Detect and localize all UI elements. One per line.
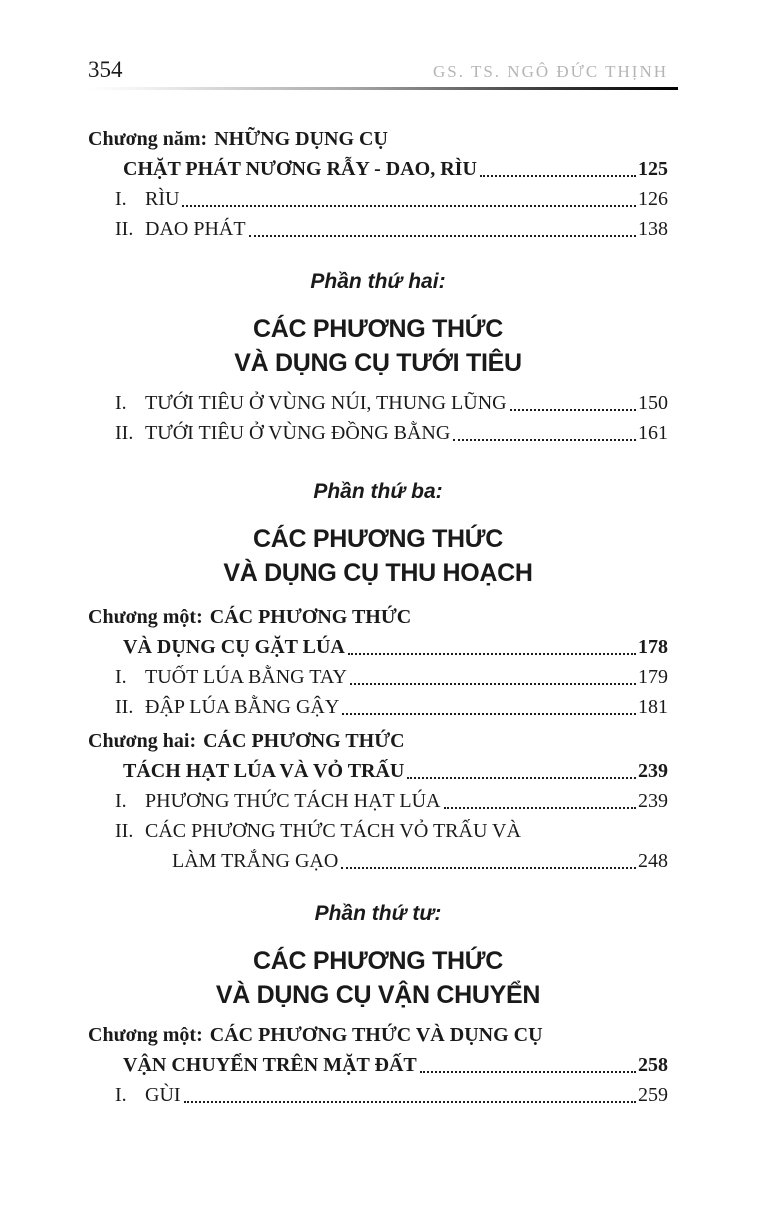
toc-entry [115, 418, 668, 448]
part-label: Phần thứ ba: [313, 480, 443, 503]
entry-page: 259 [638, 1084, 668, 1106]
entry-numeral: II. [115, 422, 134, 444]
chapter-page: 239 [638, 760, 668, 782]
dot-leader [407, 777, 636, 779]
dot-leader [444, 807, 637, 809]
entry-page: 126 [638, 188, 668, 210]
entry-title: ĐẬP LÚA BẰNG GẬY [145, 696, 340, 718]
part-title-line1: CÁC PHƯƠNG THỨC [253, 947, 503, 975]
part-title [88, 522, 668, 590]
toc-chapter-one-p4 [88, 1020, 668, 1110]
part-title [88, 944, 668, 1012]
entry-numeral: I. [115, 188, 127, 210]
chapter-heading [88, 602, 668, 632]
chapter-title-line2 [123, 756, 668, 786]
entry-numeral: II. [115, 820, 134, 842]
header-rule [88, 87, 678, 90]
dot-leader [480, 175, 636, 177]
entry-page: 248 [638, 850, 668, 872]
toc-chapter-two-p3 [88, 726, 668, 876]
toc-entry-continuation [115, 846, 668, 876]
dot-leader [348, 653, 636, 655]
toc-chapter-one-p3 [88, 602, 668, 722]
part-title [88, 312, 668, 380]
toc-chapter-five [88, 124, 668, 244]
chapter-title: CÁC PHƯƠNG THỨC VÀ DỤNG CỤ [209, 1024, 543, 1046]
chapter-page: 258 [638, 1054, 668, 1076]
toc-entry [115, 816, 668, 846]
entry-page: 179 [638, 666, 668, 688]
dot-leader [341, 867, 636, 869]
chapter-title2: CHẶT PHÁT NƯƠNG RẪY - DAO, RÌU [123, 158, 477, 180]
chapter-title2: TÁCH HẠT LÚA VÀ VỎ TRẤU [123, 760, 405, 782]
chapter-title2: VẬN CHUYỂN TRÊN MẶT ĐẤT [123, 1054, 417, 1076]
entry-title: DAO PHÁT [145, 218, 246, 240]
running-head-author: GS. TS. NGÔ ĐỨC THỊNH [433, 62, 668, 81]
chapter-heading [88, 726, 668, 756]
toc-entry [115, 1080, 668, 1110]
part-title-line2: VÀ DỤNG CỤ VẬN CHUYỂN [215, 981, 541, 1009]
dot-leader [453, 439, 636, 441]
toc-entry [115, 662, 668, 692]
entry-title: TƯỚI TIÊU Ở VÙNG ĐỒNG BẰNG [145, 422, 451, 444]
toc-part-two [88, 268, 668, 448]
toc-part-four [88, 900, 668, 1110]
dot-leader [350, 683, 636, 685]
entry-title: TUỐT LÚA BẰNG TAY [145, 666, 347, 688]
toc-part-three [88, 478, 668, 876]
toc-entry [115, 214, 668, 244]
entry-title: PHƯƠNG THỨC TÁCH HẠT LÚA [145, 790, 441, 812]
entry-title: TƯỚI TIÊU Ở VÙNG NÚI, THUNG LŨNG [145, 392, 507, 414]
table-of-contents [88, 124, 668, 1110]
toc-entry [115, 388, 668, 418]
dot-leader [184, 1101, 636, 1103]
entry-title: RÌU [145, 188, 180, 210]
part-title-line2: VÀ DỤNG CỤ THU HOẠCH [223, 559, 533, 587]
chapter-heading [88, 1020, 668, 1050]
dot-leader [420, 1071, 636, 1073]
part-title-line1: CÁC PHƯƠNG THỨC [253, 525, 503, 553]
entry-numeral: I. [115, 392, 127, 414]
part-title-line2: VÀ DỤNG CỤ TƯỚI TIÊU [234, 349, 522, 377]
entry-numeral: I. [115, 666, 127, 688]
chapter-title-line2 [123, 1050, 668, 1080]
entry-page: 161 [638, 422, 668, 444]
chapter-page: 125 [638, 158, 668, 180]
entry-title-line2: LÀM TRẮNG GẠO [172, 850, 339, 872]
part-label: Phần thứ hai: [310, 270, 446, 293]
chapter-title: CÁC PHƯƠNG THỨC [203, 730, 405, 752]
part-label: Phần thứ tư: [314, 902, 442, 925]
chapter-title-line2 [123, 632, 668, 662]
chapter-page: 178 [638, 636, 668, 658]
chapter-title: CÁC PHƯƠNG THỨC [209, 606, 412, 628]
page-number: 354 [88, 57, 123, 82]
chapter-label: Chương một: [88, 606, 203, 628]
toc-entry [115, 786, 668, 816]
entry-numeral: I. [115, 1084, 127, 1106]
chapter-title-line2 [123, 154, 668, 184]
chapter-title2: VÀ DỤNG CỤ GẶT LÚA [123, 636, 345, 658]
dot-leader [510, 409, 636, 411]
entry-page: 138 [638, 218, 668, 240]
chapter-label: Chương hai: [88, 730, 197, 752]
toc-entry [115, 184, 668, 214]
toc-entry [115, 692, 668, 722]
entry-title: GÙI [145, 1084, 181, 1106]
entry-numeral: II. [115, 696, 134, 718]
entry-page: 239 [638, 790, 668, 812]
chapter-heading [88, 124, 668, 154]
chapter-label: Chương một: [88, 1024, 203, 1046]
dot-leader [182, 205, 636, 207]
entry-page: 181 [638, 696, 668, 718]
entry-numeral: II. [115, 218, 134, 240]
page-header [88, 58, 668, 82]
entry-numeral: I. [115, 790, 127, 812]
chapter-title: NHỮNG DỤNG CỤ [214, 128, 388, 150]
dot-leader [249, 235, 636, 237]
dot-leader [342, 713, 636, 715]
chapter-label: Chương năm: [88, 128, 208, 150]
entry-page: 150 [638, 392, 668, 414]
entry-title: CÁC PHƯƠNG THỨC TÁCH VỎ TRẤU VÀ [145, 820, 521, 842]
part-title-line1: CÁC PHƯƠNG THỨC [253, 315, 503, 343]
